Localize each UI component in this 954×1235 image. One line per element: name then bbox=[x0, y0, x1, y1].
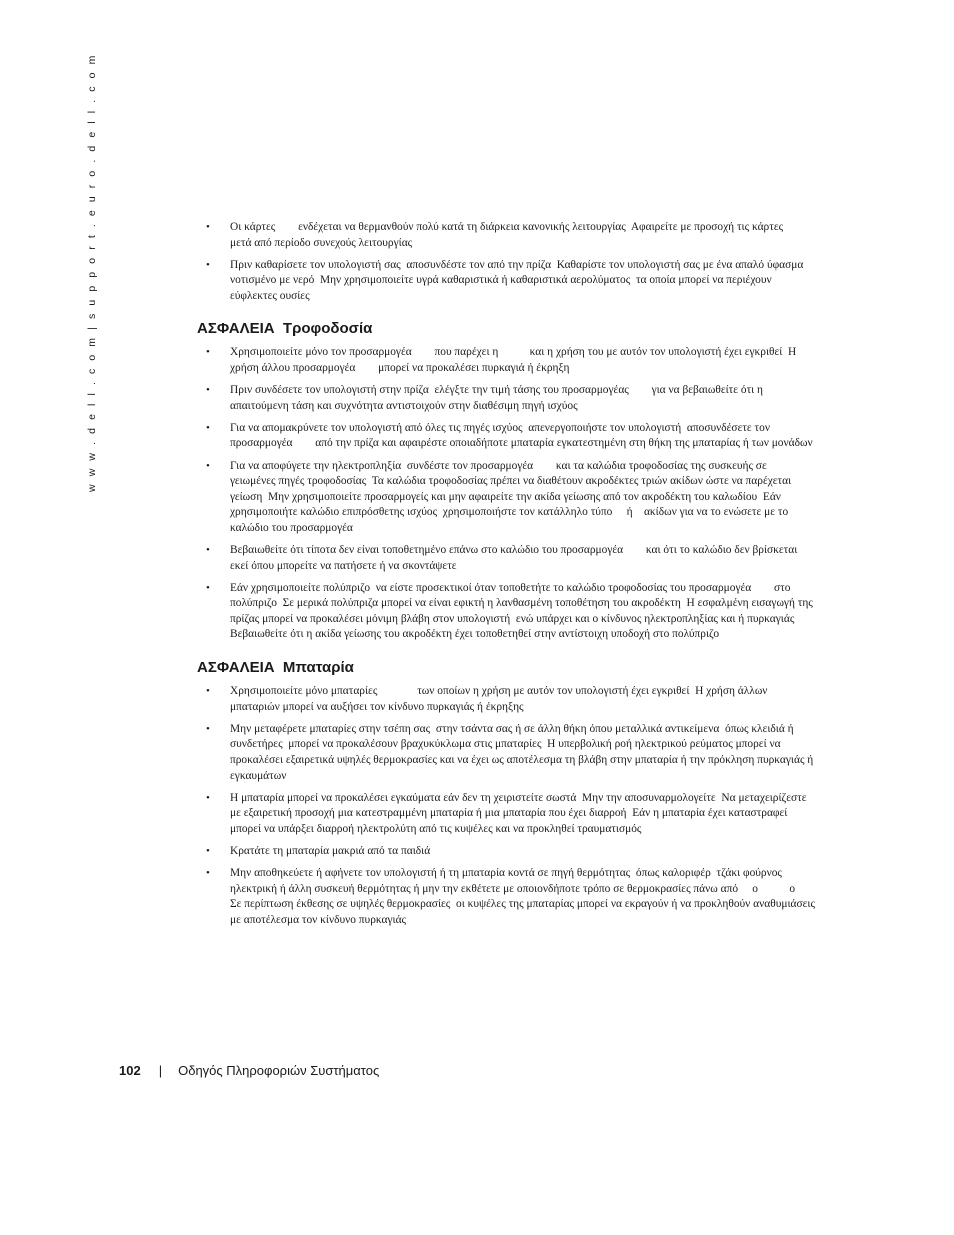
list-item-text: Οι κάρτες ενδέχεται να θερμανθούν πολύ κατά τη διάρκεια κανονικής λειτουργίας Αφαιρείτε με προσοχή τις κάρτες μετά από περίοδο συνεχούς λειτουργίας bbox=[230, 221, 806, 249]
bullet-icon: • bbox=[206, 258, 210, 271]
list-item-text: Μην αποθηκεύετε ή αφήνετε τον υπολογιστή ή τη μπαταρία κοντά σε πηγή θερμότητας όπως καλοριφέρ τζάκι φούρνος ηλεκτρική ή άλλη συσκευή θερμότητας ή μην την εκθέτετε με οποιονδήποτε τρόπο σε θερμοκρασίες πάνω από ο ο Σε περίπτωση έκθεσης σε υψηλές θερμοκρασίες οι κυψέλες της μπαταρίας μπορεί να εκραγούν ή να προκληθούν αναθυμιάσεις με αποτέλεσμα τον κίνδυνο πυρκαγιάς bbox=[230, 867, 818, 926]
list-item-text: Μην μεταφέρετε μπαταρίες στην τσέπη σας στην τσάντα σας ή σε άλλη θήκη όπου μεταλλικά αντικείμενα όπως κλειδιά ή συνδετήρες μπορεί να προκαλέσουν βραχυκύκλωμα στις μπαταρίες Η υπερβολική ροή ηλεκτρικού ρεύματος μπορεί να προκαλέσει εξαιρετικά υψηλές θερμοκρασίες και να έχει ως αποτέλεσμα τη βλάβη στην μπαταρία ή την πρόκληση πυρκαγιάς ή εγκαυμάτων bbox=[230, 722, 817, 782]
bullet-icon: • bbox=[206, 221, 210, 233]
list-item-text: Χρησιμοποιείτε μόνο τον προσαρμογέα που παρέχει η και η χρήση του με αυτόν τον υπολογιστή έχει εγκριθεί Η χρήση άλλου προσαρμογέα μπορεί να προκαλέσει πυρκαγιά ή έκρηξη bbox=[230, 346, 800, 375]
list-item bbox=[197, 345, 815, 376]
power-section-title: ΑΣΦΑΛΕΙΑ Τροφοδοσία bbox=[197, 320, 373, 338]
list-item bbox=[197, 258, 815, 305]
list-item bbox=[197, 459, 815, 537]
list-item bbox=[197, 844, 815, 860]
list-item-text: Εάν χρησιμοποιείτε πολύπριζο να είστε προσεκτικοί όταν τοποθετήτε το καλώδιο τροφοδοσίας του προσαρμογέα στο πολύπριζο Σε μερικά πολύπριζα μπορεί να είναι εφικτή η λανθασμένη τοποθέτηση του ακροδέκτη Η εσφαλμένη εισαγωγή της πρίζας μπορεί να προκαλέσει μόνιμη βλάβη στον υπολογιστή ενώ υπάρχει και ο κίνδυνος ηλεκτροπληξίας και ή πυρκαγιάς Βεβαιωθείτε ότι η ακίδα γείωσης του ακροδέκτη έχει τοποθετηθεί στην αντίστοιχη υποδοχή στο πολύπριζο bbox=[230, 581, 816, 641]
bullet-icon: • bbox=[206, 722, 210, 735]
list-item bbox=[197, 383, 815, 414]
bullet-icon: • bbox=[206, 384, 210, 397]
list-item bbox=[197, 421, 815, 452]
footer-separator: | bbox=[158, 1063, 163, 1078]
list-item bbox=[197, 722, 815, 784]
side-url: w w w . d e l l . c o m | s u p p o r t . e u r o . d e l l . c o m bbox=[86, 53, 98, 492]
battery-list bbox=[197, 684, 818, 928]
list-item bbox=[197, 581, 815, 643]
list-item-text: Κρατάτε τη μπαταρία μακριά από τα παιδιά bbox=[230, 844, 431, 857]
list-item-text: Πριν συνδέσετε τον υπολογιστή στην πρίζα ελέγξτε την τιμή τάσης του προσαρμογέας για να βεβαιωθείτε ότι η απαιτούμενη τάση και συχνότητα αντιστοιχούν στην διαθέσιμη πηγή ισχύος bbox=[230, 384, 766, 412]
list-item-text: Πριν καθαρίσετε τον υπολογιστή σας αποσυνδέστε τον από την πρίζα Καθαρίστε τον υπολογιστή σας με ένα απαλό ύφασμα νοτισμένο με νερό Μην χρησιμοποιείτε υγρά καθαριστικά ή καθαριστικά αερολύματος τα οποία μπορεί να περιέχουν εύφλεκτες ουσίες bbox=[230, 258, 810, 302]
power-list bbox=[197, 345, 815, 643]
page-content bbox=[197, 220, 818, 935]
list-item bbox=[197, 866, 818, 928]
list-item bbox=[197, 220, 815, 251]
footer-title: Οδηγός Πληροφοριών Συστήματος bbox=[178, 1063, 380, 1078]
bullet-icon: • bbox=[206, 581, 210, 594]
intro-list bbox=[197, 220, 815, 304]
list-item-text: Βεβαιωθείτε ότι τίποτα δεν είναι τοποθετημένο επάνω στο καλώδιο του προσαρμογέα και ότι το καλώδιο δεν βρίσκεται εκεί όπου μπορείτε να πατήσετε ή να σκοντάψετε bbox=[230, 544, 801, 572]
list-item bbox=[197, 543, 815, 574]
bullet-icon: • bbox=[206, 459, 210, 472]
battery-section-title: ΑΣΦΑΛΕΙΑ Μπαταρία bbox=[197, 659, 354, 677]
list-item bbox=[197, 791, 815, 838]
bullet-icon: • bbox=[206, 791, 210, 804]
list-item-text: Για να απομακρύνετε τον υπολογιστή από όλες τις πηγές ισχύος απενεργοποιήστε τον υπολογιστή αποσυνδέσετε τον προσαρμογέα από την πρίζα και αφαιρέστε οποιαδήποτε μπαταρία εγκατεστημένη στη θήκη της μπαταρίας ή των μονάδων bbox=[230, 421, 813, 450]
bullet-icon: • bbox=[206, 685, 210, 698]
list-item-text: Η μπαταρία μπορεί να προκαλέσει εγκαύματα εάν δεν τη χειριστείτε σωστά Μην την αποσυναρμολογείτε Να μεταχειρίζεστε με εξαιρετική προσοχή μια κατεστραμμένη μπαταρία ή μια μπαταρία που έχει διαρροή Εάν η μπαταρία έχει καταστραφεί μπορεί να υπάρξει διαρροή ηλεκτρολύτη από τις κυψέλες και να προκληθεί τραυματισμός bbox=[230, 791, 810, 835]
bullet-icon: • bbox=[206, 544, 210, 556]
list-item bbox=[197, 684, 815, 715]
page-footer bbox=[119, 1062, 379, 1080]
list-item-text: Για να αποφύγετε την ηλεκτροπληξία συνδέστε τον προσαρμογέα και τα καλώδια τροφοδοσίας της συσκευής σε γειωμένες πηγές τροφοδοσίας Τα καλώδια τροφοδοσίας πρέπει να διαθέτουν ακροδέκτες τριών ακίδων ώστε να παρέχεται γείωση Μην χρησιμοποιείτε προσαρμογείς και μην αφαιρείτε την ακίδα γείωσης από τον ακροδέκτη του καλωδίου Εάν χρησιμοποιήτε καλώδιο επιπρόσθετης ισχύος χρησιμοποιήστε τον κατάλληλο τύπο ή ακίδων για να το ενώσετε με το καλώδιο του προσαρμογέα bbox=[230, 459, 795, 534]
bullet-icon: • bbox=[206, 867, 210, 879]
list-item-text: Χρησιμοποιείτε μόνο μπαταρίες των οποίων η χρήση με αυτόν τον υπολογιστή έχει εγκριθεί Η χρήση άλλων μπαταριών μπορεί να αυξήσει τον κίνδυνο πυρκαγιάς ή έκρηξης bbox=[230, 685, 771, 713]
bullet-icon: • bbox=[206, 844, 210, 857]
page-number: 102 bbox=[119, 1063, 141, 1078]
bullet-icon: • bbox=[206, 421, 210, 434]
bullet-icon: • bbox=[206, 346, 210, 359]
